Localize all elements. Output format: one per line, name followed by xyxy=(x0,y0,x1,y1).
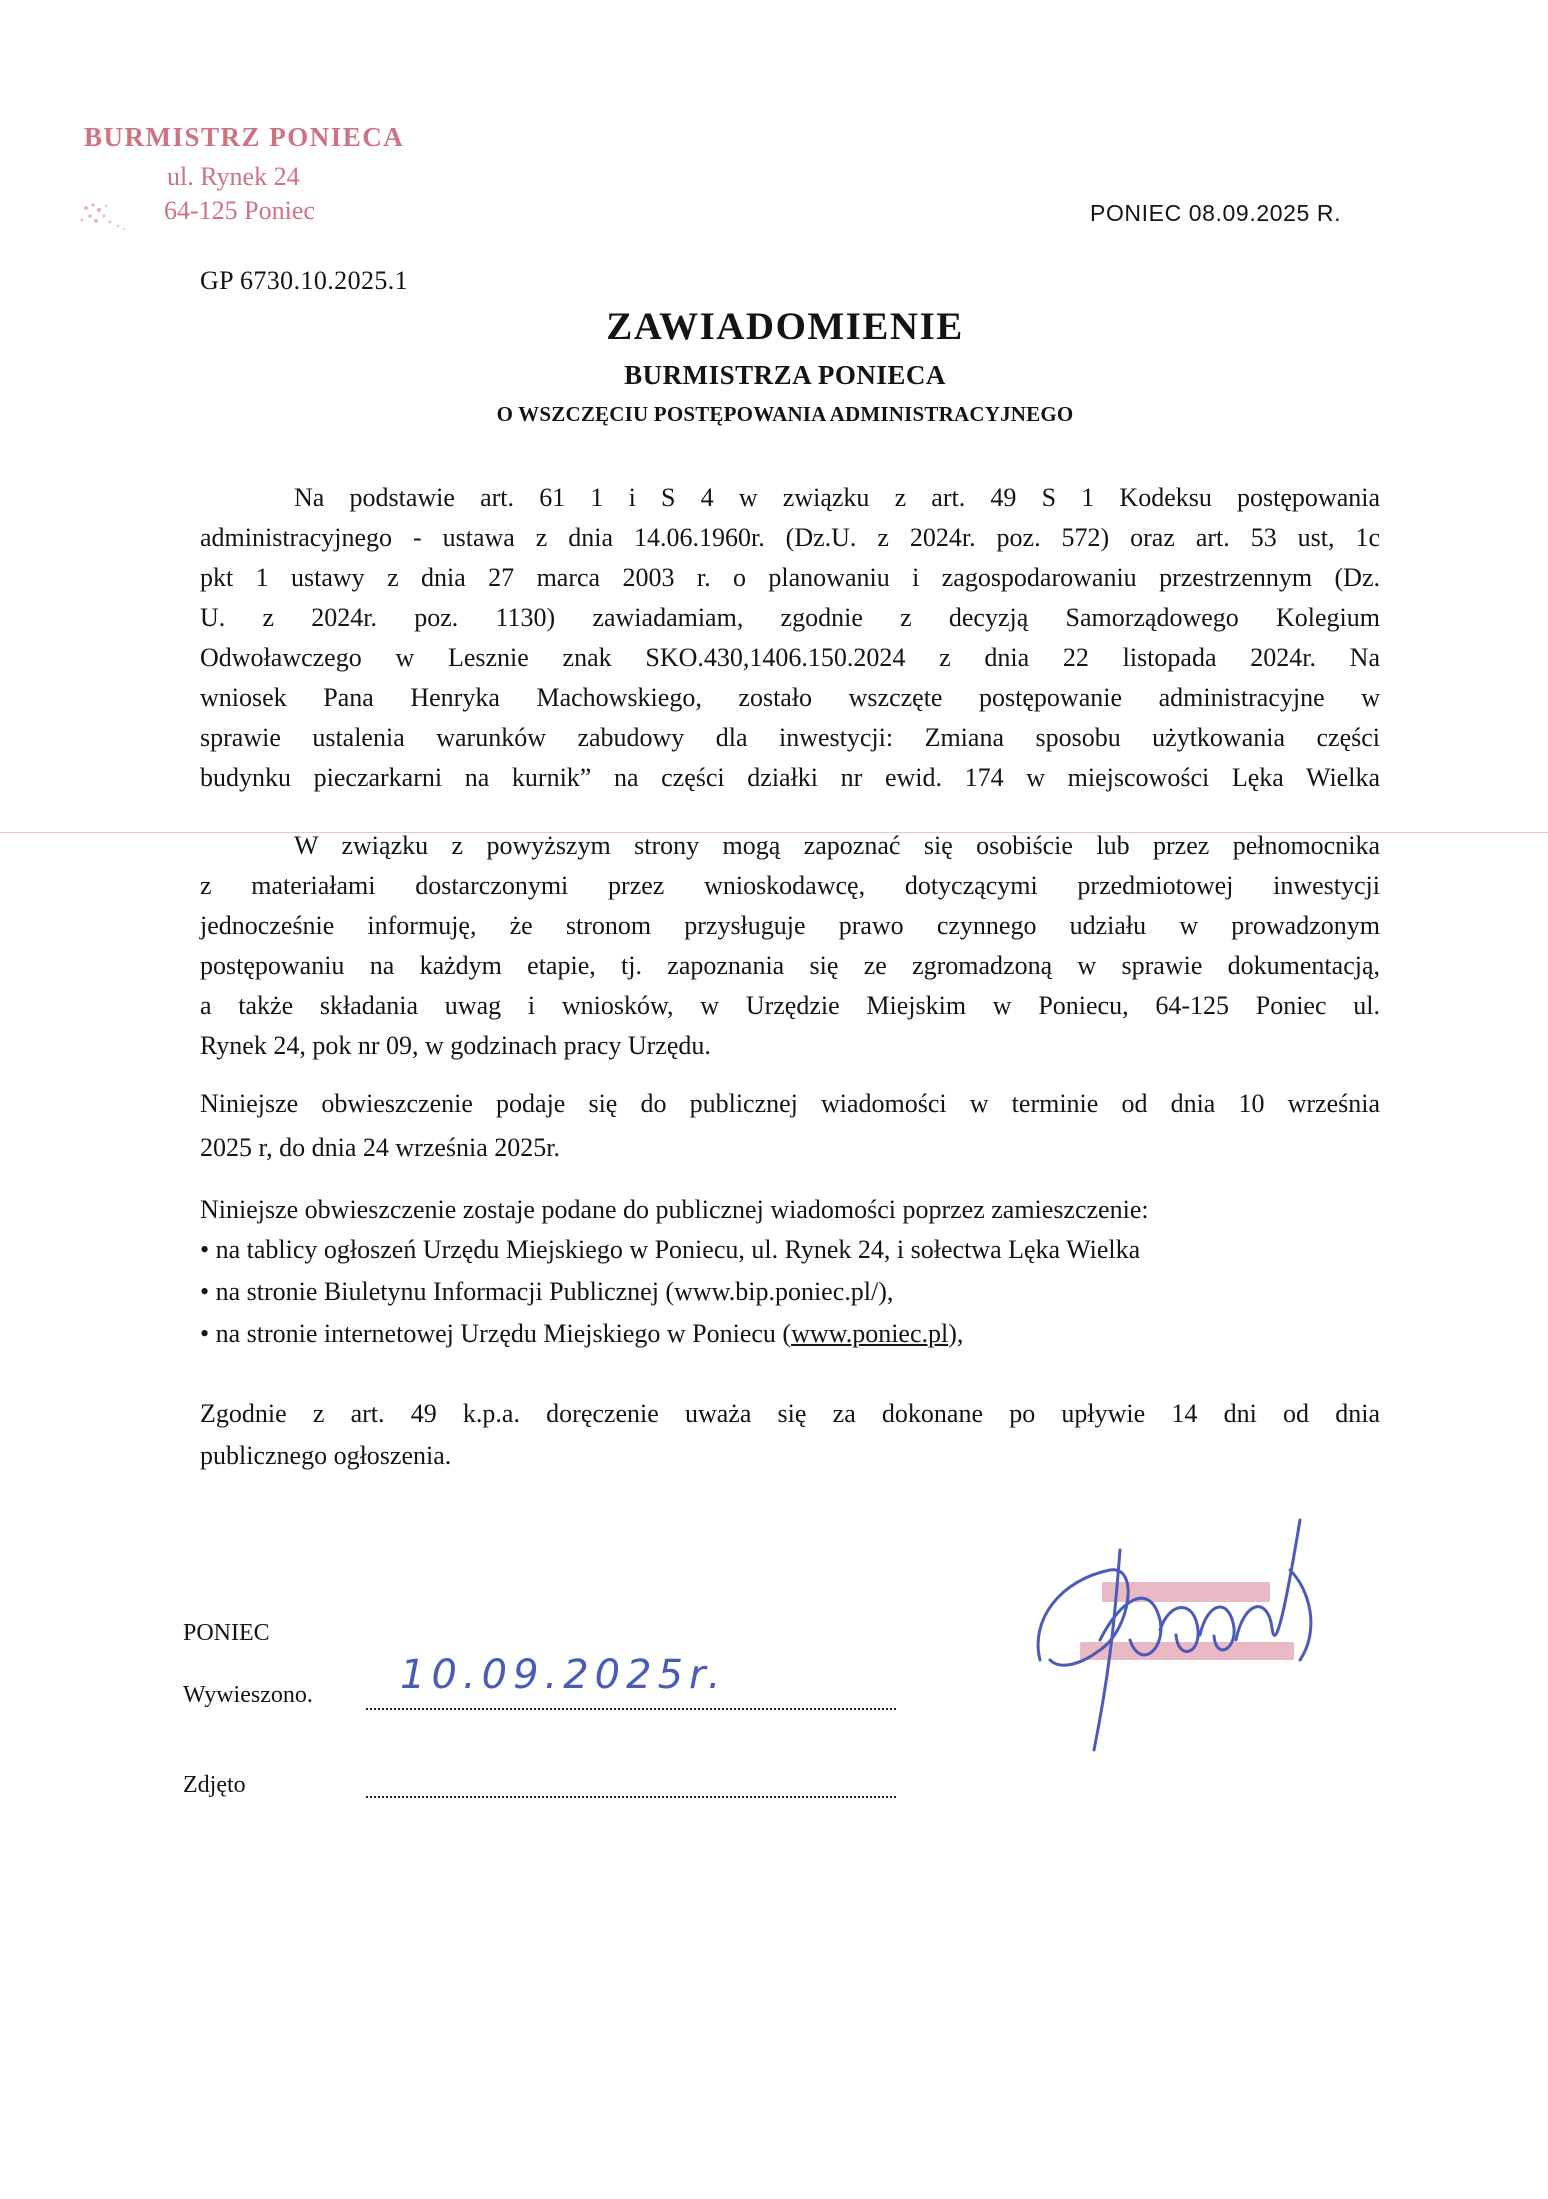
signature-with-stamp xyxy=(1020,1510,1330,1760)
text-line: U. z 2024r. poz. 1130) zawiadamiam, zgodnie z decyzją Samorządowego Kolegium xyxy=(200,603,1380,632)
text-line: 2025 r, do dnia 24 września 2025r. xyxy=(200,1133,561,1162)
text-line: Rynek 24, pok nr 09, w godzinach pracy Urzędu. xyxy=(200,1031,711,1060)
text-line: Odwoławczego w Lesznie znak SKO.430,1406.150.2024 z dnia 22 listopada 2024r. Na xyxy=(200,643,1380,672)
text-line: W związku z powyższym strony mogą zapoznać się osobiście lub przez pełnomocnika xyxy=(294,831,1380,860)
removed-label: Zdjęto xyxy=(183,1772,246,1798)
removed-date-line xyxy=(366,1796,896,1798)
list-item: • na stronie Biuletynu Informacji Publicznej (www.bip.poniec.pl/), xyxy=(200,1277,894,1306)
document-subtitle: BURMISTRZA PONIECA xyxy=(624,360,946,390)
text-line: wniosek Pana Henryka Machowskiego, zostało wszczęte postępowanie administracyjne w xyxy=(200,683,1380,712)
footer-place: PONIEC xyxy=(183,1620,270,1646)
letterhead-stamp xyxy=(84,118,414,238)
list-item-text: ), xyxy=(948,1319,964,1348)
list-item: • na tablicy ogłoszeń Urzędu Miejskiego w Poniecu, ul. Rynek 24, i sołectwa Lęka Wielka xyxy=(200,1235,1141,1264)
website-link[interactable]: www.poniec.pl xyxy=(791,1319,949,1348)
handwritten-signature xyxy=(1038,1520,1311,1750)
text-line: postępowaniu na każdym etapie, tj. zapoznania się ze zgromadzoną w sprawie dokumentacją, xyxy=(200,951,1380,980)
text-line: z materiałami dostarczonymi przez wnioskodawcę, dotyczącymi przedmiotowej inwestycji xyxy=(200,871,1380,900)
text-line: Niniejsze obwieszczenie zostaje podane do publicznej wiadomości poprzez zamieszczenie: xyxy=(200,1195,1149,1224)
place-and-date: PONIEC 08.09.2025 R. xyxy=(1090,200,1342,226)
text-line: jednocześnie informuję, że stronom przysługuje prawo czynnego udziału w prowadzonym xyxy=(200,911,1380,940)
list-item-text: • na stronie internetowej Urzędu Miejskiego w Poniecu ( xyxy=(200,1319,792,1348)
posted-label: Wywieszono. xyxy=(183,1682,313,1708)
stamp-street: ul. Rynek 24 xyxy=(167,162,300,191)
text-line: administracyjnego - ustawa z dnia 14.06.1960r. (Dz.U. z 2024r. poz. 572) oraz art. 53 ust, 1c xyxy=(200,523,1380,552)
document-title: ZAWIADOMIENIE xyxy=(606,305,964,348)
text-line: sprawie ustalenia warunków zabudowy dla inwestycji: Zmiana sposobu użytkowania części xyxy=(200,723,1380,752)
posted-date-value: 10.09.2025r. xyxy=(400,1652,727,1698)
text-line: Na podstawie art. 61 1 i S 4 w związku z art. 49 S 1 Kodeksu postępowania xyxy=(294,483,1380,512)
case-number: GP 6730.10.2025.1 xyxy=(200,266,409,295)
stamp-city: 64-125 Poniec xyxy=(164,196,315,225)
stamp-emblem-icon xyxy=(66,196,146,236)
text-line: budynku pieczarkarni na kurnik” na części działki nr ewid. 174 w miejscowości Lęka Wielka xyxy=(200,763,1380,792)
text-line: Zgodnie z art. 49 k.p.a. doręczenie uważa się za dokonane po upływie 14 dni od dnia xyxy=(200,1399,1380,1428)
stamp-title: BURMISTRZ PONIECA xyxy=(84,122,405,152)
document-subject: O WSZCZĘCIU POSTĘPOWANIA ADMINISTRACYJNEGO xyxy=(496,402,1074,426)
posted-date-line xyxy=(366,1708,896,1710)
text-line: pkt 1 ustawy z dnia 27 marca 2003 r. o planowaniu i zagospodarowaniu przestrzennym (Dz. xyxy=(200,563,1380,592)
text-line: publicznego ogłoszenia. xyxy=(200,1441,452,1470)
text-line: Niniejsze obwieszczenie podaje się do publicznej wiadomości w terminie od dnia 10 września xyxy=(200,1089,1380,1118)
text-line: a także składania uwag i wniosków, w Urzędzie Miejskim w Poniecu, 64-125 Poniec ul. xyxy=(200,991,1380,1020)
list-item xyxy=(200,1314,1380,1354)
